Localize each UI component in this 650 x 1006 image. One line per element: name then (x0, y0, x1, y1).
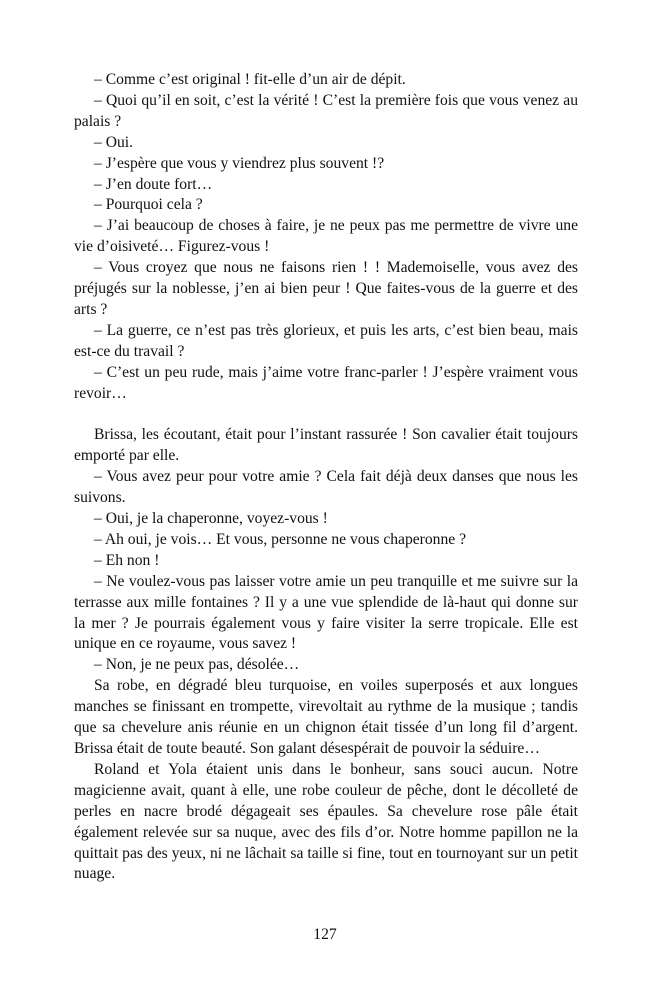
dialogue-line: – Ah oui, je vois… Et vous, personne ne vous chaperonne ? (94, 530, 467, 548)
dialogue-line: – Ne voulez-vous pas laisser votre amie un peu tranquille et me suivre sur la terrasse aux mille fontaines ? Il y a une vue splendide de là-haut qui donne sur la mer ? Je pourrais également vous y faire visiter la serre tropicale. Elle est unique en ce royaume, vous savez ! (74, 572, 578, 653)
dialogue-line: – Quoi qu’il en soit, c’est la vérité ! C’est la première fois que vous venez au palais ? (74, 91, 578, 130)
dialogue-line: – C’est un peu rude, mais j’aime votre franc-parler ! J’espère vraiment vous revoir… (74, 363, 578, 402)
narrative-paragraph: Roland et Yola étaient unis dans le bonheur, sans souci aucun. Notre magicienne avait, quant à elle, une robe couleur de pêche, dont le décolleté de perles en nacre brodé dégageait ses épaules. Sa chevelure rose pâle était également relevée sur sa nuque, avec des fils d’or. Notre homme papillon ne la quittait pas des yeux, ni ne lâchait sa taille si fine, tout en tournoyant sur un petit nuage. (74, 760, 578, 883)
dialogue-line: – Comme c’est original ! fit-elle d’un air de dépit. (94, 71, 406, 88)
dialogue-line: – J’ai beaucoup de choses à faire, je ne peux pas me permettre de vivre une vie d’oisiveté… Figurez-vous ! (74, 217, 578, 256)
dialogue-line: – Oui. (94, 133, 133, 151)
dialogue-line: – Oui, je la chaperonne, voyez-vous ! (94, 510, 328, 528)
dialogue-line: – Vous avez peur pour votre amie ? Cela fait déjà deux danses que nous les suivons. (74, 468, 578, 507)
dialogue-line: – Eh non ! (94, 551, 160, 569)
narrative-paragraph: Sa robe, en dégradé bleu turquoise, en voiles superposés et aux longues manches se finissant en trompette, virevoltait au rythme de la musique ; tandis que sa chevelure anis réunie en un chignon était tissée d’un long fil d’argent. Brissa était de toute beauté. Son galant désespérait de pouvoir la séduire… (74, 677, 578, 757)
dialogue-line: – Vous croyez que nous ne faisons rien ! ! Mademoiselle, vous avez des préjugés sur la noblesse, j’en ai bien peur ! Que faites-vous de la guerre et des arts ? (74, 259, 578, 318)
dialogue-line: – La guerre, ce n’est pas très glorieux, et puis les arts, c’est bien beau, mais est-ce du travail ? (74, 321, 578, 360)
page-body (74, 70, 578, 885)
dialogue-line: – Pourquoi cela ? (94, 196, 203, 214)
dialogue-line: – J’espère que vous y viendrez plus souvent !? (94, 154, 385, 172)
dialogue-line: – Non, je ne peux pas, désolée… (94, 656, 300, 674)
dialogue-line: – J’en doute fort… (94, 175, 213, 193)
narrative-paragraph: Brissa, les écoutant, était pour l’instant rassurée ! Son cavalier était toujours emporté par elle. (74, 426, 578, 465)
page-number: 127 (313, 926, 337, 943)
